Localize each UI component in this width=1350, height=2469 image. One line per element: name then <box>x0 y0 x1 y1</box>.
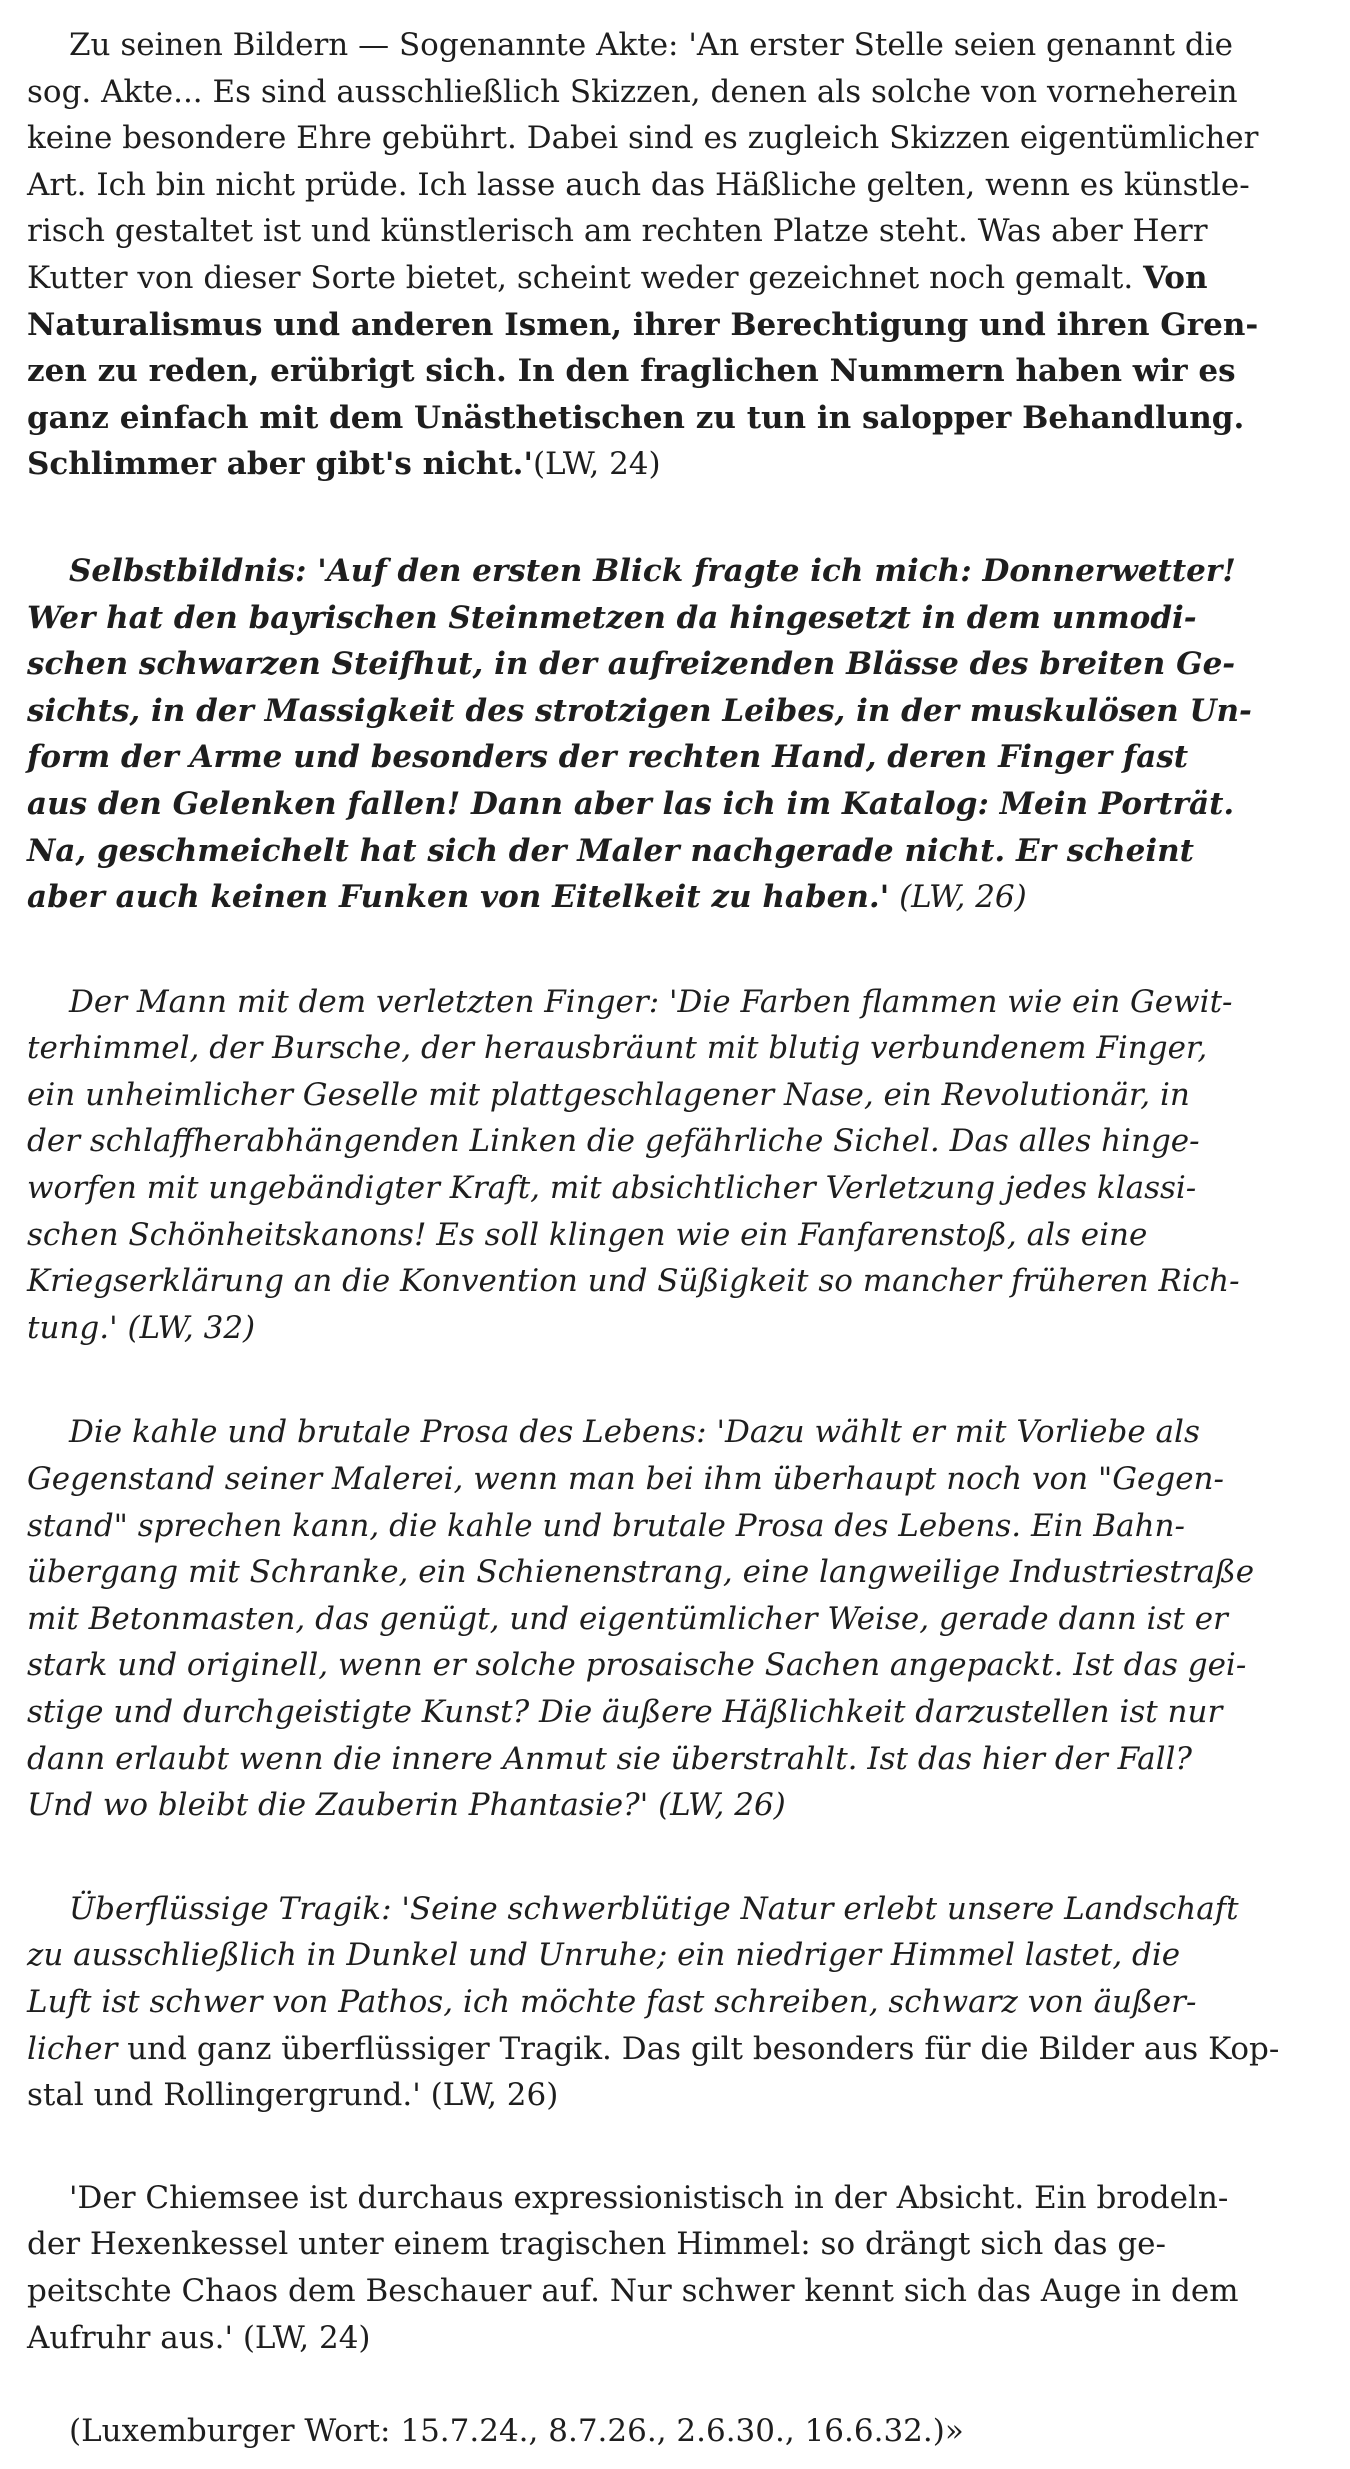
paragraph-prosa-des-lebens <box>27 1409 1323 1828</box>
text-line <box>27 874 1323 921</box>
text-line: peitschte Chaos dem Beschauer auf. Nur schwer kennt sich das Auge in dem <box>27 2272 1239 2309</box>
text-line-bold-italic: sichts, in der Massigkeit des strotzigen Leibes, in der muskulösen Un- <box>27 692 1252 729</box>
text-segment-bold-italic: aber auch keinen Funken von Eitelkeit zu haben.' <box>27 879 890 916</box>
text-line-italic: stark und originell, wenn er solche prosaische Sachen angepackt. Ist das gei- <box>27 1647 1247 1684</box>
text-line: risch gestaltet ist und künstlerisch am rechten Platze steht. Was aber Herr <box>27 213 1208 250</box>
text-line-italic: stand" sprechen kann, die kahle und brutale Prosa des Lebens. Ein Bahn- <box>27 1507 1185 1544</box>
text-segment: Kutter von dieser Sorte bietet, scheint weder gezeichnet noch gemalt. <box>27 259 1134 296</box>
text-line: 'Der Chiemsee ist durchaus expressionistisch in der Absicht. Ein brodeln- <box>69 2179 1229 2216</box>
text-line-bold-italic: Wer hat den bayrischen Steinmetzen da hingesetzt in dem unmodi- <box>27 599 1197 636</box>
text-segment-italic: licher <box>27 2030 118 2067</box>
text-segment: und ganz überflüssiger Tragik. Das gilt besonders für die Bilder aus Kop- <box>127 2030 1280 2067</box>
text-line: Zu seinen Bildern — Sogenannte Akte: 'An erster Stelle seien genannt die <box>69 27 1234 63</box>
text-line-italic: Die kahle und brutale Prosa des Lebens: 'Dazu wählt er mit Vorliebe als <box>69 1414 1200 1451</box>
text-line-italic: worfen mit ungebändigter Kraft, mit absichtlicher Verletzung jedes klassi- <box>27 1170 1197 1207</box>
text-line-bold-italic: schen schwarzen Steifhut, in der aufreizenden Blässe des breiten Ge- <box>27 646 1236 683</box>
paragraph-selbstbildnis <box>27 548 1323 921</box>
text-line: Aufruhr aus.' (LW, 24) <box>27 2319 371 2356</box>
text-line-italic: zu ausschließlich in Dunkel und Unruhe; ein niedriger Himmel lastet, die <box>27 1937 1181 1974</box>
text-segment-bold: Von <box>1143 259 1208 296</box>
source-text: (Luxemburger Wort: 15.7.24., 8.7.26., 2.6.30., 16.6.32.)» <box>69 2413 964 2450</box>
text-line: der Hexenkessel unter einem tragischen Himmel: so drängt sich das ge- <box>27 2226 1166 2263</box>
source-reference <box>27 2408 1323 2454</box>
citation: (LW, 26) <box>899 879 1027 916</box>
text-line: keine besondere Ehre gebührt. Dabei sind es zugleich Skizzen eigentümlicher <box>27 120 1259 157</box>
text-line-italic: Der Mann mit dem verletzten Finger: 'Die Farben flammen wie ein Gewit- <box>69 983 1233 1020</box>
text-line-italic: der schlaffherabhängenden Linken die gefährliche Sichel. Das alles hinge- <box>27 1123 1200 1160</box>
text-line-italic: schen Schönheitskanons! Es soll klingen wie ein Fanfarenstoß, als eine <box>27 1216 1148 1253</box>
text-line: sog. Akte... Es sind ausschließlich Skizzen, denen als solche von vorneherein <box>27 73 1238 110</box>
paragraph-chiemsee <box>27 2175 1323 2361</box>
text-line-italic: dann erlaubt wenn die innere Anmut sie überstrahlt. Ist das hier der Fall? <box>27 1740 1193 1777</box>
text-line <box>27 441 1323 488</box>
text-line-bold: ganz einfach mit dem Unästhetischen zu tun in salopper Behandlung. <box>27 399 1245 436</box>
text-line-bold: zen zu reden, erübrigt sich. In den fraglichen Nummern haben wir es <box>27 353 1236 390</box>
paragraph-akte <box>27 22 1323 488</box>
text-line <box>27 255 1323 302</box>
text-line: stal und Rollingergrund.' (LW, 26) <box>27 2077 559 2114</box>
text-line-italic: ein unheimlicher Geselle mit plattgeschlagener Nase, ein Revolutionär, in <box>27 1076 1190 1113</box>
text-line: Art. Ich bin nicht prüde. Ich lasse auch das Häßliche gelten, wenn es künstle- <box>27 166 1250 203</box>
text-line-italic: Gegenstand seiner Malerei, wenn man bei ihm überhaupt noch von "Gegen- <box>27 1461 1224 1498</box>
text-line-bold-italic: form der Arme und besonders der rechten Hand, deren Finger fast <box>27 739 1189 776</box>
text-line-italic: Luft ist schwer von Pathos, ich möchte fast schreiben, schwarz von äußer- <box>27 1983 1197 2020</box>
text-segment-bold: Schlimmer aber gibt's nicht.' <box>27 446 533 483</box>
citation: (LW, 24) <box>532 446 661 483</box>
book-page <box>27 22 1323 2462</box>
text-line-italic: Überflüssige Tragik: 'Seine schwerblütige Natur erlebt unsere Landschaft <box>69 1890 1239 1927</box>
text-line-bold-italic: Na, geschmeichelt hat sich der Maler nachgerade nicht. Er scheint <box>27 832 1194 869</box>
paragraph-ueberfluessige-tragik <box>27 1886 1323 2119</box>
text-line <box>27 2026 1323 2073</box>
paragraph-verletzter-finger <box>27 979 1323 1352</box>
text-line-italic: mit Betonmasten, das genügt, und eigentümlicher Weise, gerade dann ist er <box>27 1600 1228 1637</box>
text-line-italic: Kriegserklärung an die Konvention und Süßigkeit so mancher früheren Rich- <box>27 1263 1240 1300</box>
text-line-italic: stige und durchgeistigte Kunst? Die äußere Häßlichkeit darzustellen ist nur <box>27 1694 1223 1730</box>
text-line-bold: Naturalismus und anderen Ismen, ihrer Berechtigung und ihren Gren- <box>27 306 1259 343</box>
text-line-bold-italic: Selbstbildnis: 'Auf den ersten Blick fragte ich mich: Donnerwetter! <box>69 552 1236 589</box>
text-line-bold-italic: aus den Gelenken fallen! Dann aber las ich im Katalog: Mein Porträt. <box>27 785 1235 822</box>
text-line-italic: tung.' (LW, 32) <box>27 1309 256 1346</box>
text-line-italic: übergang mit Schranke, ein Schienenstrang, eine langweilige Industriestraße <box>27 1554 1255 1591</box>
text-line-italic: Und wo bleibt die Zauberin Phantasie?' (LW, 26) <box>27 1787 786 1824</box>
text-line-italic: terhimmel, der Bursche, der herausbräunt mit blutig verbundenem Finger, <box>27 1030 1208 1067</box>
